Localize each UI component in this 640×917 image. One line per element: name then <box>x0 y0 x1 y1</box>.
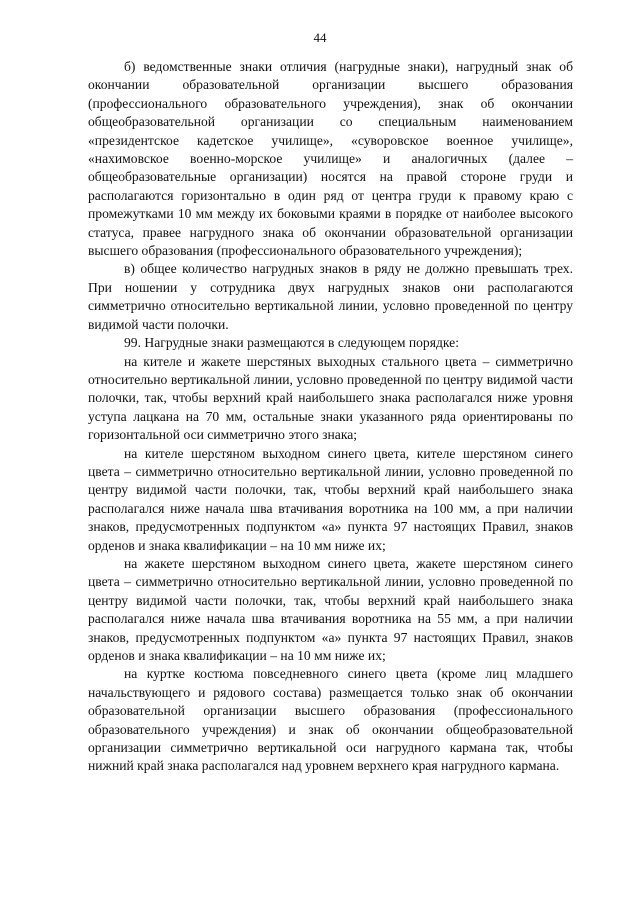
paragraph-v-insignia-count: в) общее количество нагрудных знаков в ряду не должно превышать трех. При ношении у сотрудника двух нагрудных знаков они располагаются симметрично относительно вертикальной линии, условно проведенной по центру видимой части полочки. <box>88 261 573 332</box>
paragraph-b-departmental-insignia: б) ведомственные знаки отличия (нагрудные знаки), нагрудный знак об окончании образовательной организации высшего образования (профессионального образовательного учреждения), знак об окончании общеобразовательной организации со специальным наименованием «президентское кадетское училище», «суворовское военное училище», «нахимовское военно-морское училище» и аналогичных (далее – общеобразовательные организации) носятся на правой стороне груди и располагаются горизонтально в один ряд от центра груди к правому краю с промежутками 10 мм между их боковыми краями в порядке от наиболее высокого статуса, правее нагрудного знака об окончании образовательной организации высшего образования (профессионального образовательного учреждения); <box>88 59 573 259</box>
paragraph-blue-jacket: на жакете шерстяном выходном синего цвета, жакете шерстяном синего цвета – симметрично относительно вертикальной линии, условно проведенной по центру видимой части полочки, так, чтобы верхний край наибольшего знака располагался ниже начала шва втачивания воротника на 55 мм, а при наличии знаков, предусмотренных подпунктом «а» пункта 97 настоящих Правил, знаков орденов и знака квалификации – на 10 мм ниже их; <box>88 555 573 663</box>
page-number: 44 <box>313 30 327 45</box>
paragraph-blue-casual-jacket: на куртке костюма повседневного синего цвета (кроме лиц младшего начальствующего и рядового состава) размещается только знак об окончании образовательной организации высшего образования (профессионального образовательного учреждения) и знак об окончании общеобразовательной организации симметрично вертикальной оси нагрудного кармана так, чтобы нижний край знака располагался над уровнем верхнего края нагрудного кармана. <box>88 666 573 774</box>
paragraph-99-placement-order: 99. Нагрудные знаки размещаются в следующем порядке: <box>124 335 459 351</box>
paragraph-steel-tunic-jacket: на кителе и жакете шерстяных выходных стального цвета – симметрично относительно вертикальной линии, условно проведенной по центру видимой части полочки, так, чтобы верхний край наибольшего знака располагался ниже уровня уступа лацкана на 70 мм, остальные знаки указанного ряда ориентированы по горизонтальной оси симметрично этого знака; <box>88 353 573 443</box>
document-body <box>88 58 573 776</box>
paragraph-blue-tunic: на кителе шерстяном выходном синего цвета, кителе шерстяном синего цвета – симметрично относительно вертикальной линии, условно проведенной по центру видимой части полочки, так, чтобы верхний край наибольшего знака располагался ниже начала шва втачивания воротника на 100 мм, а при наличии знаков, предусмотренных подпунктом «а» пункта 97 настоящих Правил, знаков орденов и знака квалификации – на 10 мм ниже их; <box>88 445 573 553</box>
